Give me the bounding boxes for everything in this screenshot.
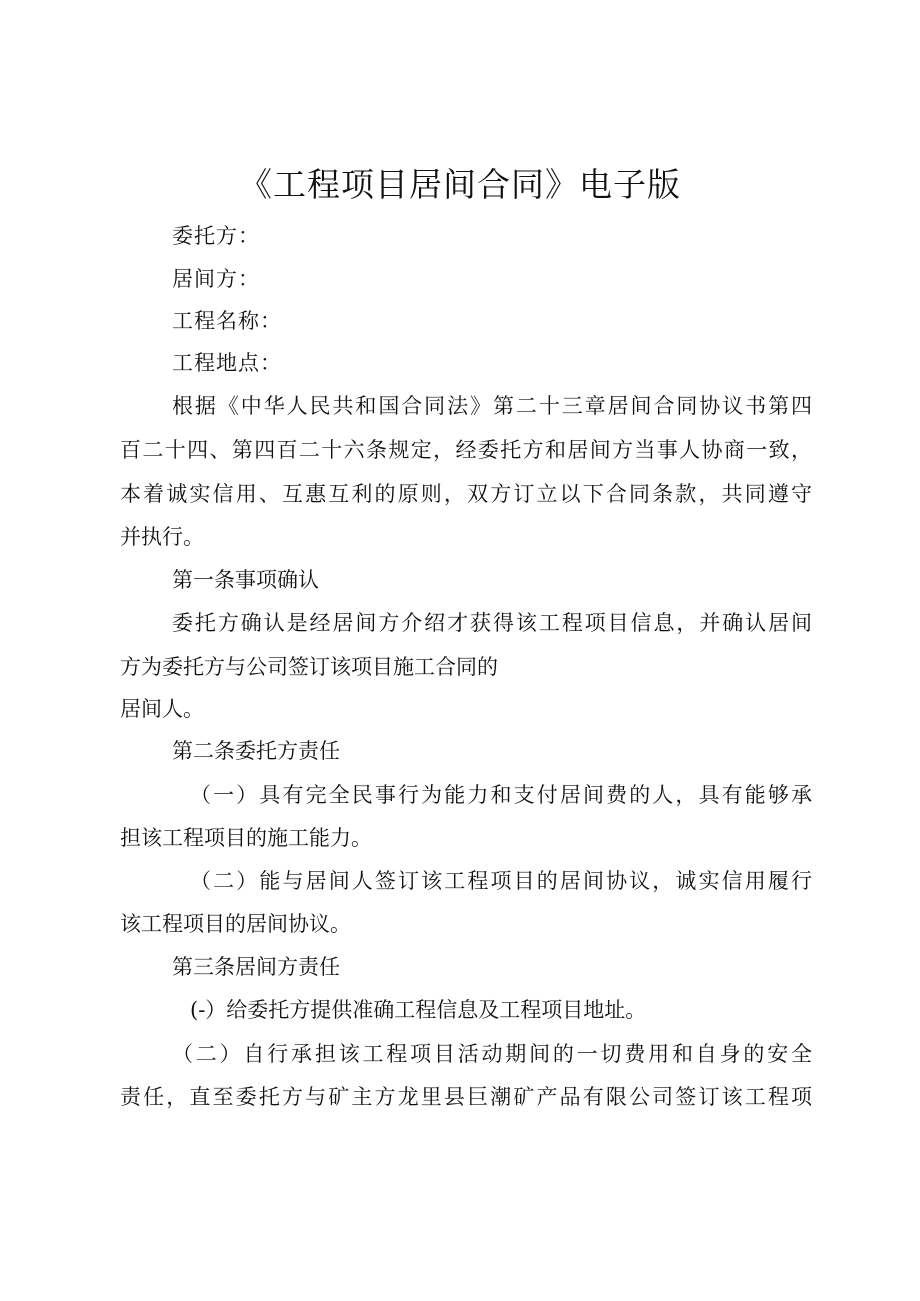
- preamble-line: 百二十四、第四百二十六条规定，经委托方和居间方当事人协商一致，: [120, 438, 812, 462]
- article-1-line: 居间人。: [120, 697, 204, 721]
- client-field-label: 委托方：: [172, 224, 260, 248]
- intermediary-field-label: 居间方：: [172, 267, 260, 291]
- document-title: 《工程项目居间合同》电子版: [239, 165, 681, 204]
- article-3-heading: 第三条居间方责任: [172, 955, 340, 979]
- article-2-item-1-line: （一）具有完全民事行为能力和支付居间费的人，具有能够承: [190, 783, 812, 807]
- article-3-item-2-line: 责任，直至委托方与矿主方龙里县巨潮矿产品有限公司签订该工程项: [120, 1085, 812, 1109]
- preamble-line: 根据《中华人民共和国合同法》第二十三章居间合同协议书第四: [172, 394, 812, 418]
- article-1-line: 委托方确认是经居间方介绍才获得该工程项目信息，并确认居间: [172, 611, 812, 635]
- article-2-item-1-line: 担该工程项目的施工能力。: [120, 826, 372, 850]
- preamble-line: 本着诚实信用、互惠互利的原则，双方订立以下合同条款，共同遵守: [120, 482, 812, 506]
- project-name-field-label: 工程名称：: [172, 309, 282, 333]
- article-3-item-1-line: (-）给委托方提供准确工程信息及工程项目地址。: [190, 998, 647, 1022]
- article-2-item-2-line: 该工程项目的居间协议。: [120, 912, 351, 936]
- project-location-field-label: 工程地点：: [172, 351, 282, 375]
- preamble-line: 并执行。: [120, 525, 204, 549]
- article-2-item-2-line: （二）能与居间人签订该工程项目的居间协议，诚实信用履行: [190, 869, 812, 893]
- article-1-line: 方为委托方与公司签订该项目施工合同的: [120, 655, 498, 679]
- article-1-heading: 第一条事项确认: [172, 568, 319, 592]
- article-3-item-2-line: （二）自行承担该工程项目活动期间的一切费用和自身的安全: [172, 1042, 812, 1066]
- article-2-heading: 第二条委托方责任: [172, 739, 340, 763]
